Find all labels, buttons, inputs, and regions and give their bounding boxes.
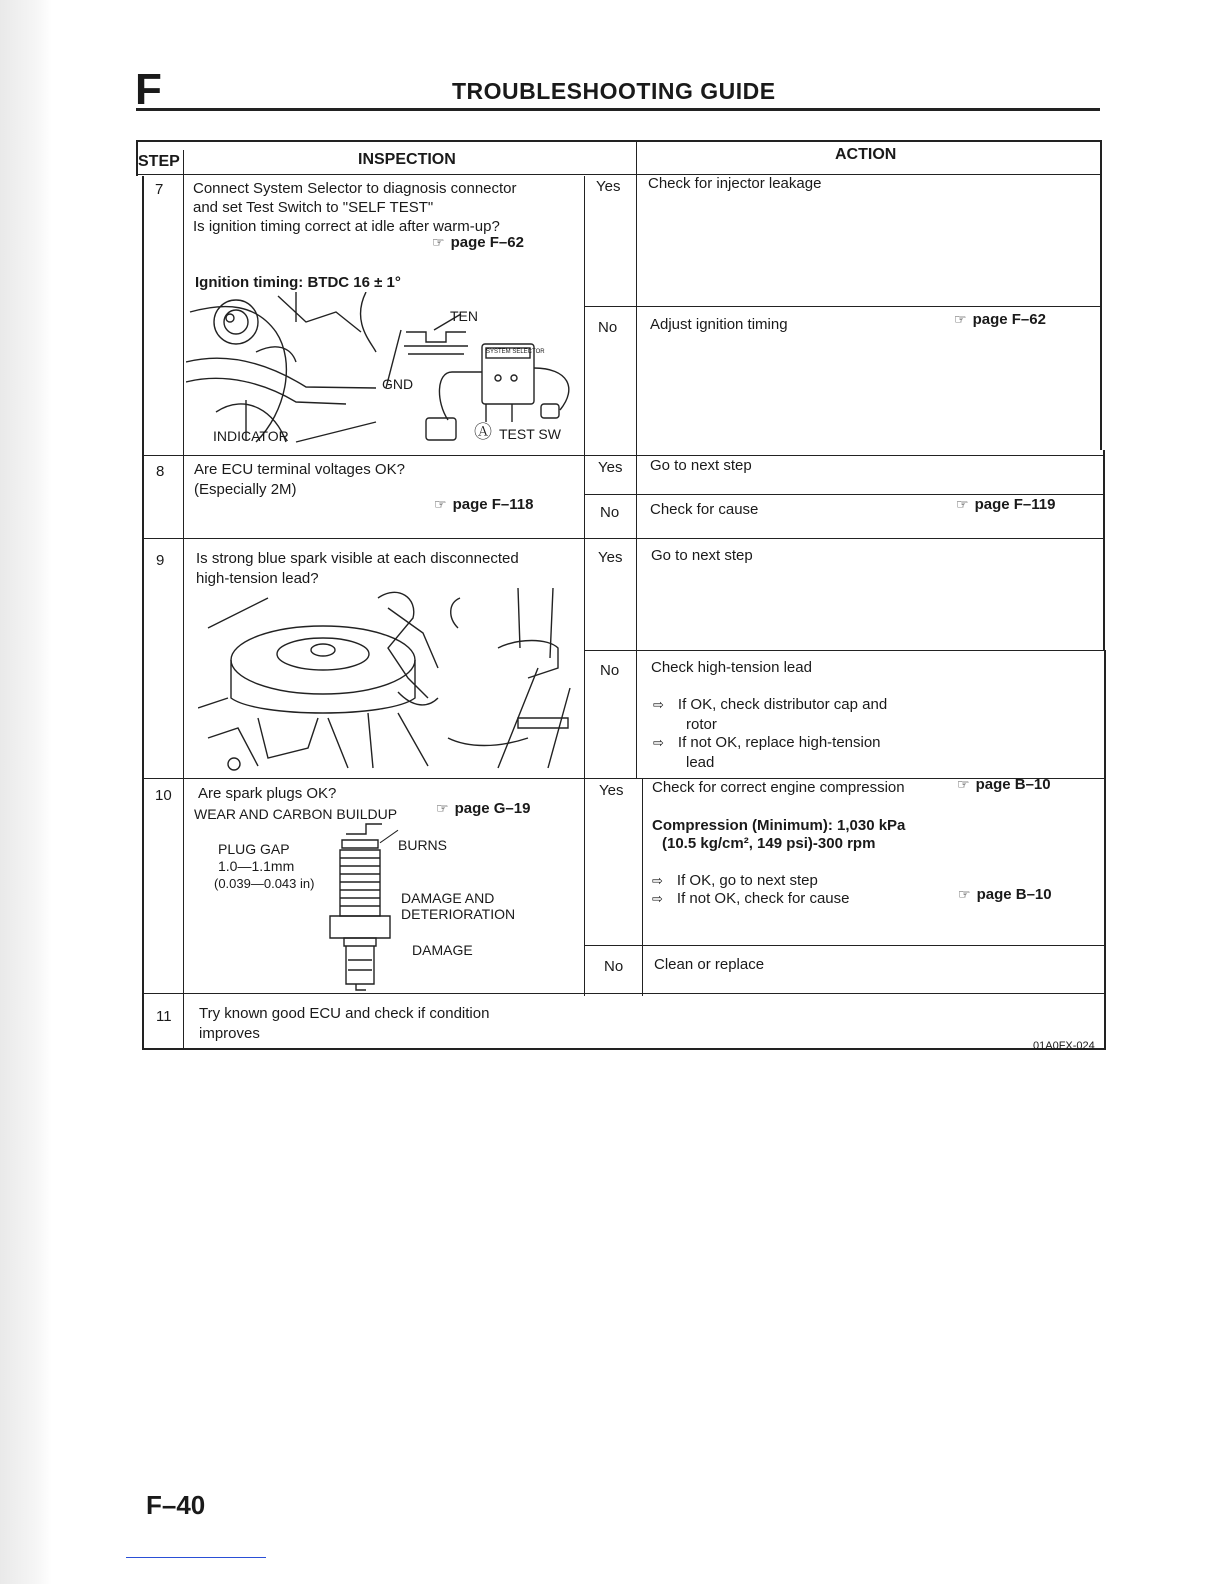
inspection-line: Is strong blue spark visible at each disconnected (196, 550, 519, 567)
yes-no-rule-10 (585, 945, 1106, 946)
ignition-timing-spec: Ignition timing: BTDC 16 ± 1° (195, 274, 401, 291)
yes-label: Yes (596, 178, 621, 195)
inspection-line: high-tension lead? (196, 570, 319, 587)
page-title: TROUBLESHOOTING GUIDE (452, 78, 776, 104)
right-arrow-icon: ⇨ (652, 874, 663, 889)
result-column-rule-a (636, 142, 637, 778)
step-column-rule (183, 150, 184, 1050)
right-arrow-icon: ⇨ (653, 736, 664, 751)
row-rule-10-11 (144, 993, 1106, 994)
no-action: Check high-tension lead (651, 659, 812, 676)
figure-label-gnd: GND (382, 376, 414, 392)
no-label: No (598, 319, 618, 336)
yes-label: Yes (599, 782, 624, 799)
inspection-line: Connect System Selector to diagnosis connector (193, 180, 517, 197)
hand-pointer-icon: ☞ (954, 312, 967, 328)
row-rule-8-9 (144, 538, 1104, 539)
table-border-top (136, 140, 1102, 142)
figure-code: 01A0FX-024 (1033, 1040, 1095, 1052)
header-step: STEP (138, 153, 180, 170)
hand-pointer-icon: ☞ (432, 235, 445, 251)
yes-action: Go to next step (651, 547, 753, 564)
header-rule (136, 174, 1102, 175)
inspection-line: improves (199, 1025, 260, 1042)
figure-label-plug-gap: PLUG GAP (218, 841, 290, 857)
right-arrow-icon: ⇨ (652, 892, 663, 907)
table-border-left (142, 176, 144, 1050)
hand-pointer-icon: ☞ (958, 887, 971, 903)
yes-no-rule-7 (585, 306, 1102, 307)
figure-label-damage: DAMAGE (412, 942, 473, 958)
row-rule-7-8 (144, 455, 1104, 456)
yes-sub-ref: ☞ page B–10 (958, 886, 1052, 903)
no-label: No (600, 662, 620, 679)
no-action: Clean or replace (654, 956, 765, 973)
yes-ref: ☞ page B–10 (957, 776, 1051, 793)
header-action: ACTION (835, 146, 897, 163)
yes-sub-item: ⇨ If not OK, check for cause (652, 890, 850, 907)
no-sub-item: ⇨ If not OK, replace high-tension (653, 734, 881, 751)
step-number: 7 (155, 181, 164, 198)
inspection-line: Are ECU terminal voltages OK? (194, 461, 405, 478)
inspection-line: WEAR AND CARBON BUILDUP (194, 806, 398, 822)
compression-spec-line-1: Compression (Minimum): 1,030 kPa (652, 817, 906, 834)
title-rule (136, 108, 1100, 111)
no-action: Adjust ignition timing (650, 316, 788, 333)
hand-pointer-icon: ☞ (957, 777, 970, 793)
figure-label-gap-mm: 1.0—1.1mm (218, 858, 295, 874)
hand-pointer-icon: ☞ (434, 497, 447, 513)
yes-action: Check for injector leakage (648, 175, 822, 192)
inspection-line: Is ignition timing correct at idle after warm-up? (193, 218, 500, 235)
header-inspection: INSPECTION (358, 151, 456, 168)
bottom-rule (126, 1557, 266, 1558)
table-border-right-2 (1103, 450, 1105, 650)
right-arrow-icon: ⇨ (653, 698, 664, 713)
section-letter: F (135, 65, 162, 114)
yes-no-rule-8 (585, 494, 1103, 495)
figure-label-deterioration: DETERIORATION (401, 906, 516, 922)
inspection-line: Try known good ECU and check if condition (199, 1005, 490, 1022)
yes-action: Check for correct engine compression (652, 779, 905, 796)
inspection-line: and set Test Switch to "SELF TEST" (193, 199, 434, 216)
figure-label-indicator: INDICATOR (213, 428, 289, 444)
figure-label-selector: SYSTEM SELECTOR (486, 349, 545, 355)
no-sub-item-cont: rotor (686, 716, 717, 733)
yes-label: Yes (598, 549, 623, 566)
figure-label-test-sw: TEST SW (499, 426, 561, 442)
yes-no-rule-9 (585, 650, 1104, 651)
no-ref: ☞ page F–62 (954, 311, 1046, 328)
no-label: No (600, 504, 620, 521)
page-number: F–40 (146, 1490, 206, 1520)
figure-label-gap-in: (0.039—0.043 in) (214, 876, 315, 891)
compression-spec-line-2: (10.5 kg/cm², 149 psi)-300 rpm (662, 835, 876, 852)
inspection-line: Are spark plugs OK? (198, 785, 337, 802)
figure-label-ten: TEN (450, 308, 478, 324)
result-column-rule-b (642, 778, 643, 996)
page-binding-shadow (0, 0, 52, 1584)
table-border-right-3 (1104, 650, 1106, 1050)
no-action: Check for cause (650, 501, 759, 518)
no-ref: ☞ page F–119 (956, 496, 1056, 513)
inspection-ref: ☞ page G–19 (436, 800, 531, 817)
step-number: 11 (156, 1008, 172, 1025)
table-border-right-1 (1100, 140, 1102, 450)
figure-label-damage-and: DAMAGE AND (401, 890, 495, 906)
hand-pointer-icon: ☞ (956, 497, 969, 513)
no-sub-item: ⇨ If OK, check distributor cap and (653, 696, 888, 713)
inspection-ref: ☞ page F–62 (432, 234, 524, 251)
no-sub-item-cont: lead (686, 754, 715, 771)
inspection-line: (Especially 2M) (194, 481, 297, 498)
step-number: 9 (156, 552, 165, 569)
figure-label-burns: BURNS (398, 837, 448, 853)
step-number: 8 (156, 463, 165, 480)
figure-label-a: Ⓐ (474, 422, 492, 442)
hand-pointer-icon: ☞ (436, 801, 449, 817)
no-label: No (604, 958, 624, 975)
step-number: 10 (155, 787, 172, 804)
yes-sub-item: ⇨ If OK, go to next step (652, 872, 818, 889)
yes-label: Yes (598, 459, 623, 476)
table-border-bottom (142, 1048, 1106, 1050)
spark-test-figure (198, 588, 582, 776)
inspection-column-rule (584, 176, 585, 996)
inspection-ref: ☞ page F–118 (434, 496, 534, 513)
yes-action: Go to next step (650, 457, 752, 474)
